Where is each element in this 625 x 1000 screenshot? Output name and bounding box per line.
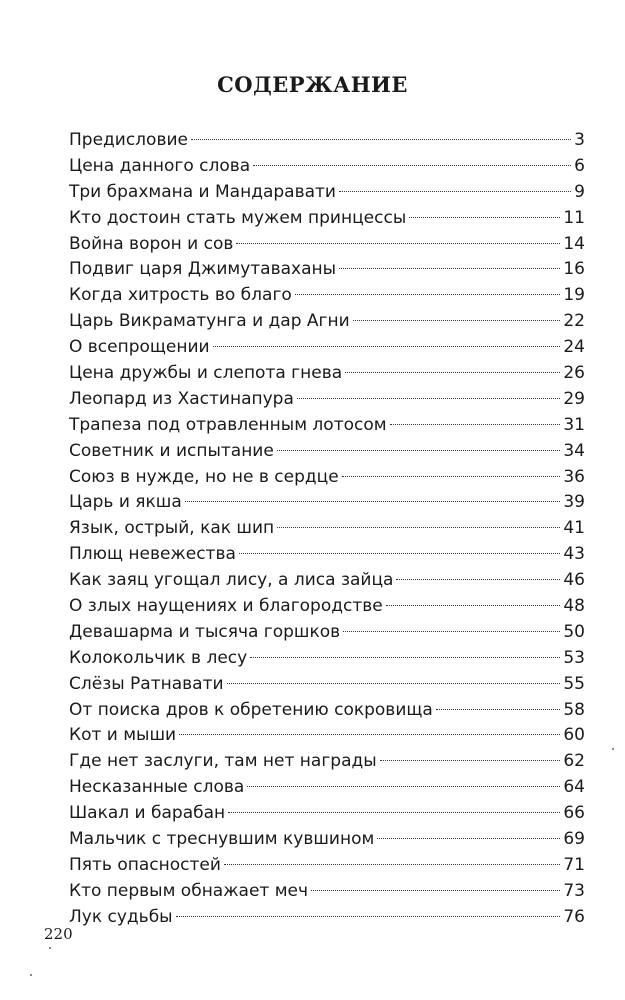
dot-leader — [179, 734, 560, 735]
toc-entry-title: Предисловие — [69, 130, 188, 150]
toc-entry-title: Где нет заслуги, там нет награды — [69, 751, 377, 772]
toc-entry-page: 55 — [563, 673, 585, 694]
toc-entry-title: Царь и якша — [69, 492, 182, 513]
toc-entry — [69, 206, 585, 232]
toc-entry — [69, 335, 585, 361]
dot-leader — [247, 786, 560, 787]
dot-leader — [380, 760, 561, 761]
toc-entry-title: Цена дружбы и слепота гнева — [69, 363, 343, 384]
toc-entry — [69, 154, 585, 180]
toc-entry — [69, 490, 585, 516]
dot-leader — [277, 450, 561, 451]
toc-entry-page: 22 — [563, 311, 585, 332]
toc-entry-title: Кто достоин стать мужем принцессы — [69, 207, 407, 228]
contents-heading: СОДЕРЖАНИЕ — [217, 72, 408, 97]
toc-entry-page: 6 — [574, 155, 585, 176]
toc-entry-title: Война ворон и сов — [69, 233, 234, 254]
table-of-contents — [69, 128, 585, 931]
dot-leader — [311, 890, 560, 891]
toc-entry-page: 34 — [563, 440, 585, 461]
dot-leader — [191, 139, 571, 140]
dot-leader — [239, 553, 560, 554]
dot-leader — [343, 631, 560, 632]
toc-entry-title: Девашарма и тысяча горшков — [69, 621, 341, 642]
toc-entry-page: 46 — [563, 570, 585, 591]
toc-entry-title: Шакал и барабан — [69, 803, 226, 824]
scan-speck — [49, 947, 51, 949]
toc-entry-page: 60 — [563, 725, 585, 746]
toc-entry-title: Трапеза под отравленным лотосом — [69, 414, 387, 435]
dot-leader — [339, 191, 571, 192]
toc-entry — [69, 465, 585, 491]
toc-entry — [69, 232, 585, 258]
dot-leader — [345, 372, 560, 373]
toc-entry — [69, 309, 585, 335]
dot-leader — [236, 243, 560, 244]
toc-entry-page: 50 — [563, 621, 585, 642]
toc-entry — [69, 801, 585, 827]
toc-entry — [69, 749, 585, 775]
toc-entry-page: 29 — [563, 388, 585, 409]
toc-entry-title: О злых наущениях и благородстве — [69, 596, 383, 617]
dot-leader — [409, 217, 560, 218]
toc-entry-title: О всепрощении — [69, 337, 210, 358]
toc-entry-page: 31 — [563, 414, 585, 435]
toc-entry-page: 69 — [563, 829, 585, 850]
toc-entry-title: Три брахмана и Мандаравати — [69, 181, 336, 202]
toc-entry-page: 39 — [563, 492, 585, 513]
toc-entry-page: 14 — [563, 233, 585, 254]
dot-leader — [277, 527, 560, 528]
toc-entry-title: Мальчик с треснувшим кувшином — [69, 829, 375, 850]
toc-entry-page: 19 — [563, 285, 585, 306]
toc-entry-page: 71 — [563, 854, 585, 875]
toc-entry-title: Слёзы Ратнавати — [69, 673, 224, 694]
scan-speck — [612, 748, 614, 750]
toc-entry-page: 11 — [563, 207, 585, 228]
toc-entry-title: Царь Викраматунга и дар Агни — [69, 311, 350, 332]
toc-entry-page: 41 — [563, 518, 585, 539]
dot-leader — [353, 320, 561, 321]
toc-entry-title: Язык, острый, как шип — [69, 518, 275, 539]
toc-entry — [69, 594, 585, 620]
dot-leader — [228, 812, 560, 813]
toc-entry-title: Пять опасностей — [69, 854, 221, 875]
toc-entry — [69, 387, 585, 413]
toc-entry — [69, 568, 585, 594]
toc-entry-title: Кот и мыши — [69, 725, 177, 746]
dot-leader — [342, 476, 561, 477]
toc-entry — [69, 257, 585, 283]
toc-entry-page: 48 — [563, 596, 585, 617]
toc-entry-title: Когда хитрость во благо — [69, 285, 292, 306]
dot-leader — [396, 579, 560, 580]
toc-entry-title: От поиска дров к обретению сокровища — [69, 699, 433, 720]
page-number: 220 — [44, 925, 73, 943]
scan-speck — [30, 974, 32, 976]
toc-entry-title: Как заяц угощал лису, а лиса зайца — [69, 570, 394, 591]
toc-entry-page: 64 — [563, 777, 585, 798]
toc-entry-page: 62 — [563, 751, 585, 772]
toc-entry-page: 66 — [563, 803, 585, 824]
toc-entry-page: 58 — [563, 699, 585, 720]
toc-entry-title: Леопард из Хастинапура — [69, 388, 294, 409]
toc-entry-page: 36 — [563, 466, 585, 487]
dot-leader — [213, 346, 561, 347]
toc-entry-title: Колокольчик в лесу — [69, 647, 248, 668]
toc-entry — [69, 853, 585, 879]
toc-entry-title: Плющ невежества — [69, 544, 236, 565]
toc-entry — [69, 827, 585, 853]
dot-leader — [390, 424, 561, 425]
toc-entry — [69, 439, 585, 465]
dot-leader — [253, 165, 571, 166]
toc-entry-page: 43 — [563, 544, 585, 565]
dot-leader — [227, 683, 561, 684]
toc-entry-title: Цена данного слова — [69, 155, 251, 176]
toc-entry-title: Лук судьбы — [69, 906, 173, 927]
toc-entry-title: Несказанные слова — [69, 777, 245, 798]
dot-leader — [377, 838, 560, 839]
toc-entry — [69, 128, 585, 154]
toc-entry — [69, 775, 585, 801]
toc-entry-page: 53 — [563, 647, 585, 668]
dot-leader — [386, 605, 561, 606]
toc-entry — [69, 283, 585, 309]
dot-leader — [339, 268, 560, 269]
toc-entry-page: 9 — [574, 181, 585, 202]
toc-entry — [69, 723, 585, 749]
dot-leader — [297, 398, 560, 399]
toc-entry — [69, 879, 585, 905]
dot-leader — [224, 864, 560, 865]
toc-entry — [69, 180, 585, 206]
toc-entry-title: Советник и испытание — [69, 440, 274, 461]
toc-entry-page: 24 — [563, 337, 585, 358]
dot-leader — [436, 709, 561, 710]
toc-entry — [69, 542, 585, 568]
toc-entry — [69, 620, 585, 646]
dot-leader — [185, 501, 561, 502]
toc-entry — [69, 646, 585, 672]
toc-entry-page: 76 — [563, 906, 585, 927]
dot-leader — [176, 916, 561, 917]
toc-entry-title: Союз в нужде, но не в сердце — [69, 466, 339, 487]
toc-entry-page: 73 — [563, 880, 585, 901]
toc-entry-page: 16 — [563, 259, 585, 280]
toc-entry — [69, 413, 585, 439]
toc-entry — [69, 698, 585, 724]
toc-entry-title: Подвиг царя Джимутаваханы — [69, 259, 337, 280]
dot-leader — [295, 294, 561, 295]
toc-entry — [69, 516, 585, 542]
toc-entry — [69, 672, 585, 698]
toc-entry — [69, 905, 585, 931]
toc-entry-page: 3 — [574, 130, 585, 150]
toc-entry-title: Кто первым обнажает меч — [69, 880, 309, 901]
dot-leader — [250, 657, 560, 658]
toc-entry — [69, 361, 585, 387]
toc-entry-page: 26 — [563, 363, 585, 384]
